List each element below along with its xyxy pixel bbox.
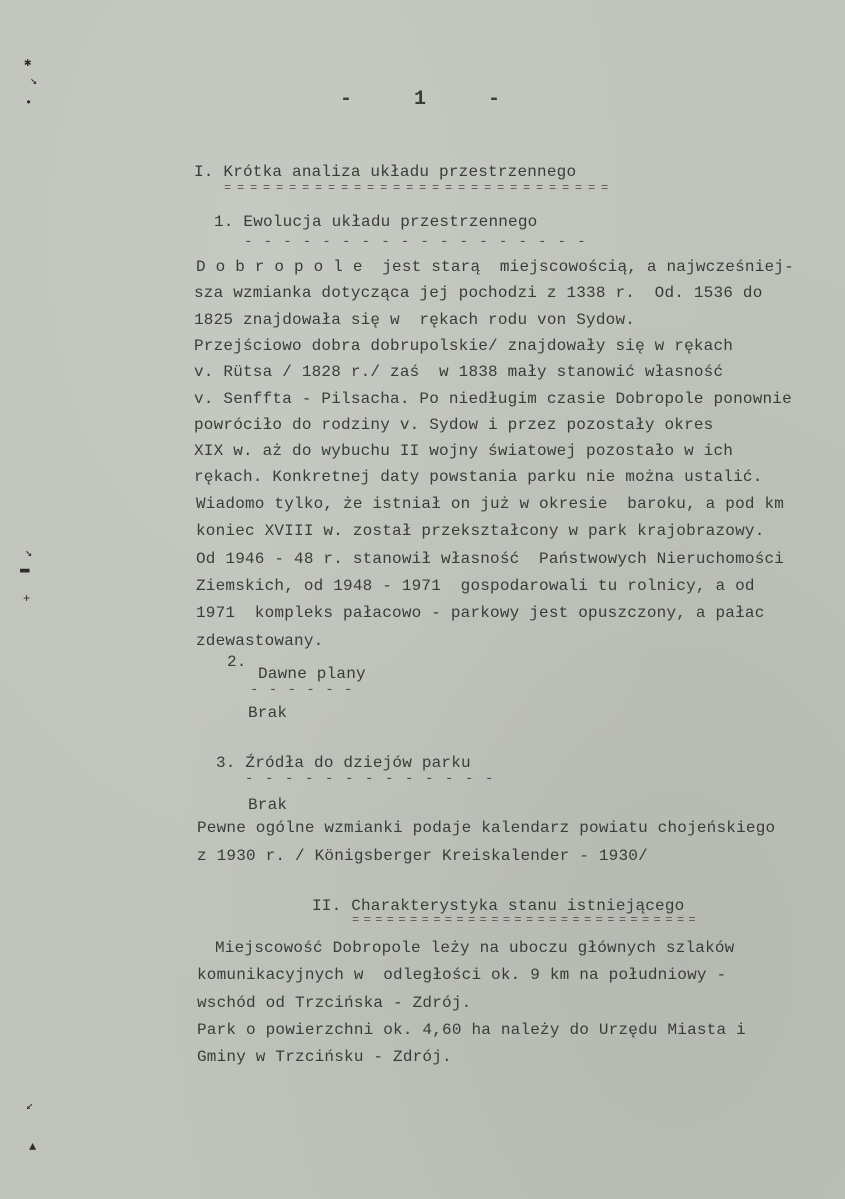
text-line: zdewastowany.	[196, 631, 324, 650]
text-line: v. Rütsa / 1828 r./ zaś w 1838 mały stanowić własność	[194, 363, 724, 382]
source-note-line: z 1930 r. / Königsberger Kreiskalender - 1930/	[197, 847, 648, 865]
text-line: Wiadomo tylko, że istniał on już w okresie baroku, a pod km	[196, 495, 785, 513]
text-line: rękach. Konkretnej daty powstania parku nie można ustalić.	[194, 468, 763, 487]
heading-underline: - - - - - - - - - - - - - - - - - -	[244, 234, 588, 250]
text-line: D o b r o p o l e jest starą miejscowością, a najwcześniej-	[196, 258, 794, 276]
text-line: Miejscowość Dobropole leży na uboczu głównych szlaków	[215, 939, 735, 957]
subsection-number: 2.	[227, 653, 247, 671]
subsection-body: Brak	[248, 796, 288, 814]
margin-mark: ✱	[24, 56, 32, 70]
text-line: powróciło do rodziny v. Sydow i przez pozostały okres	[194, 415, 714, 434]
margin-mark: ▲	[29, 1140, 37, 1154]
source-note-line: Pewne ogólne wzmianki podaje kalendarz powiatu chojeńskiego	[197, 819, 776, 837]
text-line: Przejściowo dobra dobrupolskie/ znajdowały się w rękach	[194, 336, 734, 355]
text-line: XIX w. aż do wybuchu II wojny światowej pozostało w ich	[194, 442, 734, 461]
text-line: sza wzmianka dotycząca jej pochodzi z 1338 r. Od. 1536 do	[194, 284, 763, 303]
margin-mark: +	[23, 592, 31, 606]
text-line: v. Senffta - Pilsacha. Po niedługim czasie Dobropole ponownie	[194, 389, 792, 408]
text-line: komunikacyjnych w odległości ok. 9 km na południowy -	[197, 966, 727, 985]
subsection-heading: Dawne plany	[258, 665, 366, 683]
margin-mark: ↘	[25, 546, 33, 560]
section-heading: II. Charakterystyka stanu istniejącego	[312, 897, 685, 915]
heading-underline: - - - - - - - - - - - - -	[245, 771, 496, 787]
text-line: Park o powierzchni ok. 4,60 ha należy do Urzędu Miasta i	[197, 1020, 746, 1039]
margin-mark: ▬	[20, 560, 30, 578]
margin-mark: •	[25, 96, 33, 110]
heading-underline: ==============================	[224, 181, 615, 195]
subsection-body: Brak	[248, 704, 288, 722]
text-line: koniec XVIII w. został przekształcony w park krajobrazowy.	[196, 522, 765, 541]
page-number: - 1 -	[340, 88, 501, 111]
subsection-heading: 3. Źródła do dziejów parku	[216, 754, 471, 772]
text-line: 1971 kompleks pałacowo - parkowy jest opuszczony, a pałac	[196, 604, 765, 623]
heading-underline: ==============================	[352, 913, 701, 927]
text-line: 1825 znajdowała się w rękach rodu von Sydow.	[194, 310, 636, 329]
margin-mark: ↘	[30, 74, 38, 88]
text-line: Od 1946 - 48 r. stanowił własność Państwowych Nieruchomości	[196, 549, 785, 568]
subsection-heading: 1. Ewolucja układu przestrzennego	[214, 213, 538, 231]
text-line: Gminy w Trzcińsku - Zdrój.	[197, 1048, 452, 1067]
section-heading: I. Krótka analiza układu przestrzennego	[194, 163, 577, 181]
text-line: Ziemskich, od 1948 - 1971 gospodarowali tu rolnicy, a od	[196, 576, 755, 595]
heading-underline: - - - - - -	[250, 682, 354, 698]
text-line: wschód od Trzcińska - Zdrój.	[197, 993, 472, 1012]
margin-mark: ↙	[26, 1099, 34, 1113]
